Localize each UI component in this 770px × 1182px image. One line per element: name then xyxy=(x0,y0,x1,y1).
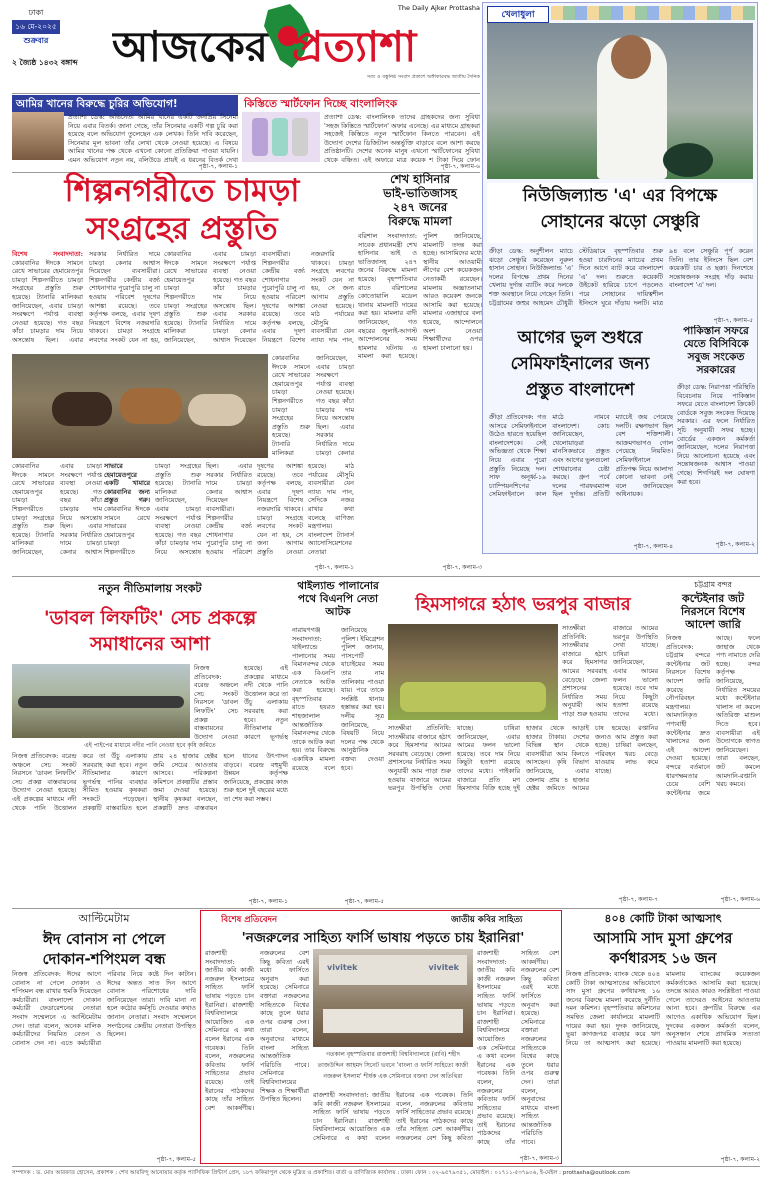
lead-body-side xyxy=(12,462,102,562)
city: ঢাকা xyxy=(28,8,44,17)
pipe-caption: এই পাইপের মাধ্যমে নদীর পানি নেওয়া হবে কৃষি জমিতে xyxy=(84,742,216,749)
lead-body-part5: কোরবানির ঈদকে সামনে রেখে সাভারের হেমায়েতপুর চামড়া শিল্পনগরীতে চামড়া সংগ্রহের প্রস্তুতি শুরু হয়েছে। ট্যানারি মালিকরা জানিয়েছেন, এবার চামড়া সংরক্ষণে পর্যাপ্ত ব্যবস্থা নেওয়া হয়েছে। গত বছর কাঁচা চামড়ার দাম নিয়ে অসন্তোষ ছিল। এবার সরকার নির্ধারিত দামে চামড়া কেনার xyxy=(272,354,354,457)
amir-photo xyxy=(12,112,64,160)
footer-imprint: সম্পাদক : ড. মোঃ আরফাত হোসেন, প্রকাশক : শেখ আরবিন্দু আনোয়ার কর্তৃক প্যাসিফিক প্রিন্টার্স প্রেস, ১৮৭ ফকিরাপুল থেকে মুদ্রিত ও প্রকাশিত। বার্তা ও বাণিজ্যিক কার্যালয় : ঢাকা। ফোন : ০২-৯৫৭৯৩৫১, মোবাইল : ০১৭১১-৫৩৭৯০৬, ই-মেইল : prottasha@outlook.com xyxy=(12,1170,630,1176)
thailand-headline-3: আটক xyxy=(325,606,351,618)
eid-body: নিজস্ব প্রতিবেদক: ঈদের আগে বোনাস না পেলে দোকান ও শপিংমল বন্ধ রাখার হুমকি দিয়েছেন কর্মচারীরা। বাংলাদেশ দোকান কর্মচারী ফেডারেশনের নেতারা সংবাদ সম্মেলনে এ আল্টিমেটাম দেন। তারা বলেন, অনেক মালিক কর্মচারীদের নিয়মিত বেতন ও বোনাস দেন না। এতে কর্মচারীরা পরিবার নিয়ে কষ্টে দিন কাটান। ঈদের অন্তত সাত দিন আগে বোনাস পরিশোধের দাবি জানিয়েছেন তারা। দাবি মানা না হলে কঠোর কর্মসূচি দেওয়ার কথাও জানান নেতারা। সংবাদ সম্মেলনে সংগঠনের কেন্দ্রীয় নেতারা উপস্থিত ছিলেন। xyxy=(12,970,196,1047)
lead-body-col-right xyxy=(272,354,354,458)
amir-cont: পৃষ্ঠা-৭, কলাম-১ xyxy=(198,163,238,170)
sohan-photo xyxy=(487,23,753,179)
amir-story xyxy=(12,95,238,171)
eid-headline-2: দোকান-শপিংমল বন্ধ xyxy=(42,950,166,968)
sports-headline-2: সোহানের ঝড়ো সেঞ্চুরি xyxy=(540,212,700,232)
phone-headline: কিস্তিতে স্মার্টফোন দিচ্ছে বাংলালিংক xyxy=(244,98,398,110)
mango-photo xyxy=(388,624,558,720)
double-lifting-headline-2: সমাধানের আশা xyxy=(90,633,210,655)
sports-section-tag: খেলাধুলা xyxy=(487,6,549,23)
lead-headline-line2: সংগ্রহের প্রস্তুতি xyxy=(86,211,278,247)
pak-body: ক্রীড়া ডেস্ক: নিরাপত্তা পরিস্থিতি বিবেচনায় নিয়ে পাকিস্তান সফরে যেতে বাংলাদেশ ক্রিকেট বোর্ডকে সবুজ সংকেত দিয়েছে সরকার। এর ফলে নির্ধারিত সূচি অনুযায়ী সফর হচ্ছে। বোর্ডের একজন কর্মকর্তা জানিয়েছেন, দলের নিরাপত্তা নিয়ে আলোচনা হয়েছে এবং সন্তোষজনক আশ্বাস পাওয়া গেছে। শিগগিরই দল ঘোষণা করা হবে। xyxy=(677,383,755,486)
lead-cont: পৃষ্ঠা-৭, কলাম-১ xyxy=(314,564,354,571)
lead-byline: বিশেষ সংবাদদাতা: xyxy=(12,250,83,258)
english-name: The Daily Ajker Prottasha xyxy=(397,4,480,12)
eid-bonus-story xyxy=(12,910,196,1164)
phone-photo xyxy=(242,112,320,162)
double-lifting-body-side: নিজস্ব প্রতিবেদক: বরেন্দ্র অঞ্চলে সেচ সংকট নিরসনে 'ডাবল লিফটিং' সেচ প্রকল্প বাস্তবায়নের উদ্যোগ নেওয়া হয়েছে। এই প্রকল্পের মাধ্যমে নদী থেকে পানি উত্তোলন করে তা উঁচু এলাকায় সরবরাহ করা হবে। নতুন নীতিমালার কারণে ভূগর্ভস্থ xyxy=(194,664,288,741)
banner-text-left: vivitek xyxy=(327,963,358,972)
mango-story xyxy=(388,580,662,906)
port-headline-2: নিরসনে বিশেষ xyxy=(680,605,746,618)
sports-banner-strip xyxy=(551,6,755,20)
lead-body-bottom xyxy=(104,462,354,562)
semi-headline-3: প্রস্তুত বাংলাদেশ xyxy=(525,380,635,400)
thailand-headline-1: থাইল্যান্ড পালানোর xyxy=(297,580,379,592)
port-body: নিজস্ব প্রতিবেদক: চট্টগ্রাম বন্দরে কন্টেইনার জট নিরসনে বিশেষ আদেশ জারি করেছে নৌপরিবহন মন্ত্রণালয়। আমদানিকৃত পণ্যবাহী কন্টেইনার দ্রুত খালাসের জন্য এই আদেশ দেওয়া হয়েছে। বন্দরে বর্তমানে ধারণক্ষমতার চেয়ে বেশি কন্টেইনার জমে আছে। ফলে জাহাজ থেকে পণ্য নামাতে দেরি হচ্ছে। বন্দর কর্তৃপক্ষ জানিয়েছে, নির্ধারিত সময়ের মধ্যে কন্টেইনার খালাস না করলে অতিরিক্ত মাশুল দিতে হবে। ব্যবসায়ীরা এই উদ্যোগকে স্বাগত জানিয়েছেন। তারা বলছেন, জট কমলে আমদানি-রপ্তানি খরচ কমবে। xyxy=(666,634,760,797)
sports-body: ক্রীড়া ডেস্ক: অনুশীলন ম্যাচে ঝড়ো সেঞ্চুরি করেছেন নুরুল হাসান সোহান। নিউজিল্যান্ড 'এ' দলের বিপক্ষে প্রথম দিনের খেলায় দুর্দান্ত ব্যাটিং করে দলকে শক্ত অবস্থানে নিয়ে গেছেন তিনি। চট্টগ্রামের জহুর আহমেদ চৌধুরী স্টেডিয়ামে বৃহস্পতিবার শুরু হওয়া চারদিনের ম্যাচের প্রথম দিনে আগে ব্যাট করে বাংলাদেশ 'এ' দল। শুরুতে কয়েকটি উইকেট হারিয়ে চাপে পড়লেও পরে সোহানের দায়িত্বশীল ইনিংসে ঘুরে দাঁড়ায় দলটি। মাত্র ৯৪ বলে সেঞ্চুরি পূর্ণ করেন তিনি। তার ইনিংসে ছিল বেশ কয়েকটি চার ও ছক্কা। দিনশেষে সন্তোষজনক সংগ্রহ দাঁড় করায় বাংলাদেশ 'এ' দল। xyxy=(489,247,753,307)
hasina-headline xyxy=(358,172,482,228)
seminar-caption: গতকাল বৃহস্পতিবার রাজশাহী বিশ্ববিদ্যালয়ে (রাবি) শহীদ তাজউদ্দিন আহমদ সিনেট ভবনে 'বাংলা ও ফার্সি সাহিত্যে কাজী নজরুল ইসলাম' শীর্ষক এক সেমিনারে বক্তব্য দেন অতিথিরা xyxy=(317,1051,469,1080)
seminar-banner xyxy=(319,955,467,985)
eid-headline-1: ঈদ বোনাস না পেলে xyxy=(42,930,166,948)
port-kicker: চট্টগ্রাম বন্দর xyxy=(694,580,732,589)
sad-musa-headline xyxy=(566,929,760,969)
hasina-headline-3: ২৪৭ জনের xyxy=(392,200,448,214)
mango-headline-text: হিমসাগরে হঠাৎ ভরপুর বাজার xyxy=(415,594,631,615)
nazrul-cont: পৃষ্ঠা-৭, কলাম-৩ xyxy=(519,1155,559,1162)
hasina-headline-1: শেখ হাসিনার xyxy=(390,172,450,186)
double-lifting-body: নিজস্ব প্রতিবেদক: বরেন্দ্র অঞ্চলে সেচ সংকট নিরসনে 'ডাবল লিফটিং' সেচ প্রকল্প বাস্তবায়নের উদ্যোগ নেওয়া হয়েছে। এই প্রকল্পের মাধ্যমে নদী থেকে পানি উত্তোলন করে তা উঁচু এলাকায় সরবরাহ করা হবে। নতুন নীতিমালার কারণে ভূগর্ভস্থ পানির ব্যবহার সীমিত হওয়ায় কৃষকরা সংকটে পড়েছেন। প্রকল্পটি বাস্তবায়িত হলে প্রায় ২৪ হাজার হেক্টর জমি সেচের আওতায় আসবে। পরিকল্পনা কমিশনে প্রকল্পটির প্রস্তাব জমা দেওয়া হয়েছে। স্থানীয় কৃষকরা বলছেন, প্রকল্পটি দ্রুত বাস্তবায়ন হলে ধানের উৎপাদন বাড়বে। বরেন্দ্র বহুমুখী উন্নয়ন কর্তৃপক্ষ জানিয়েছে, প্রকল্পের কাজ শুরু হলে দুই বছরের মধ্যে তা শেষ করা সম্ভব। xyxy=(12,752,288,812)
pipe-photo xyxy=(12,664,190,738)
port-story xyxy=(666,580,760,906)
sports-cont: পৃষ্ঠা-৭, কলাম-৫ xyxy=(713,317,753,324)
amir-headline: আমির খানের বিরুদ্ধে চুরির অভিযোগ! xyxy=(12,95,238,116)
lead-body-part3: কোরবানির ঈদকে সামনে রেখে সাভারের হেমায়েতপুর চামড়া শিল্পনগরীতে চামড়া সংগ্রহের প্রস্তুতি শুরু হয়েছে। ট্যানারি মালিকরা জানিয়েছেন, এবার চামড়া সংরক্ষণে পর্যাপ্ত ব্যবস্থা নেওয়া হয়েছে। গত বছর কাঁচা চামড়ার দাম নিয়ে অসন্তোষ ছিল। এবার সরকার নির্ধারিত দামে চামড়া কেনার আশ্বাস xyxy=(12,462,102,556)
thailand-headline-2: পথে বিএনপি নেতা xyxy=(297,593,379,605)
pak-headline: পাকিস্তান সফরে যেতে বিসিবিকে সবুজ সংকেত সরকারের xyxy=(683,325,749,376)
semi-cont: পৃষ্ঠা-৭, কলাম-৪ xyxy=(633,543,673,550)
phone-cont: পৃষ্ঠা-৭, কলাম-৬ xyxy=(440,163,480,170)
phone-body: প্রত্যাশা ডেস্ক: বাংলালিংক তাদের গ্রাহকদের জন্য সুবিধা 'সহজ কিস্তিতে স্মার্টফোন' অফার এনেছে। এর মাধ্যমে গ্রাহকরা সহজেই কিস্তিতে নতুন স্মার্টফোন কিনতে পারবেন। এই উদ্যোগ দেশের ডিজিটাল অন্তর্ভুক্তি বাড়াবে বলে আশা করছে প্রতিষ্ঠানটি। দেশের অনেক মানুষ এখনো স্মার্টফোনের সুবিধা থেকে বঞ্চিত। এই অফারে মাত্র কয়েক শ টাকা দিয়ে ফোন xyxy=(324,113,480,163)
amir-body: প্রত্যাশা ডেস্ক: অভিনেতা আমির খানের একটি জনপ্রিয় সিনেমা নিয়ে এবার বিতর্ক। জানা গেছে, তাঁর সিনেমার একটি গল্প চুরি করা হয়েছে বলে অভিযোগ তুলেছেন এক লেখক। তিনি দাবি করেছেন, সিনেমার মূল ভাবনা তাঁর লেখা থেকে নেওয়া হয়েছে। এ বিষয়ে আমির খানের পক্ষ থেকে এখনো কোনো প্রতিক্রিয়া পাওয়া যায়নি। এমন অভিযোগ নতুন নয়, বলিউডে প্রায়ই এ ধরনের বিতর্ক দেখা xyxy=(68,113,238,163)
double-lifting-cont: পৃষ্ঠা-৭, কলাম-১ xyxy=(248,898,288,905)
date-en: ১৬ মে-২০২৫ xyxy=(12,20,60,34)
lead-body-part2: কোরবানির ঈদকে সামনে রেখে সাভারের হেমায়েতপুর চামড়া শিল্পনগরীতে চামড়া সংগ্রহের প্রস্তুতি শুরু হয়েছে। ট্যানারি মালিকরা জানিয়েছেন, এবার চামড়া সংরক্ষণে পর্যাপ্ত ব্যবস্থা নেওয়া হয়েছে। গত বছর কাঁচা চামড়ার দাম নিয়ে অসন্তোষ ছিল। এবার সরকার নির্ধারিত দামে চামড়া কেনার আশ্বাস দিয়েছেন ব্যবসায়ীরা। শিল্পনগরীর কেন্দ্রীয় বর্জ্য শোধনাগার পুরোপুরি চালু না হওয়ায় পরিবেশ দূষণের আশঙ্কা রয়েছে। তবে কর্তৃপক্ষ বলছে, এবার দূষণ নিয়ন্ত্রণে বিশেষ নজরদারি থাকবে। চামড়া সংগ্রহে লবণের সংকট যেন না হয়, সে জন্য আগাম প্রস্তুতি নেওয়া হয়েছে। মাঠ পর্যায়ের মৌসুমি ব্যবসায়ীরা যেন ন্যায্য দাম পান, xyxy=(164,250,354,344)
port-headline-1: কন্টেইনার জট xyxy=(682,592,744,605)
semi-headline-2: সেমিফাইনালের জন্য xyxy=(510,354,650,374)
sports-headline-1: নিউজিল্যান্ড 'এ' এর বিপক্ষে xyxy=(522,186,718,206)
lead-headline-line1: শিল্পনগরীতে চামড়া xyxy=(64,173,300,209)
eid-kicker: আল্টিমেটাম xyxy=(78,912,130,925)
lead-caption: সাভারে হেমায়েতপুরে একটি খামারে কোরবানির জন্য প্রস্তুত গরু। xyxy=(104,462,150,505)
port-headline xyxy=(666,592,760,631)
pak-story xyxy=(677,325,755,551)
weekday: শুক্রবার xyxy=(23,36,49,45)
date-bn: ২ জ্যৈষ্ঠ ১৪৩২ বঙ্গাব্দ xyxy=(12,58,78,67)
semi-headline-1: আগের ভুল শুধরে xyxy=(517,328,643,348)
nazrul-body-mid: রাজশাহী সংবাদদাতা: জাতীয় কবি কাজী নজরুল ইসলামের সাহিত্য ফার্সি ভাষায় পড়তে চান ইরানিরা। রাজশাহী বিশ্ববিদ্যালয়ে আয়োজিত এক সেমিনারে এ কথা বলেন ইরানের এক গবেষক। তিনি বলেন, নজরুলের কবিতায় ফার্সি সাহিত্যের প্রভাব রয়েছে। তাই ইরানের পাঠকদের কাছে তাঁর সাহিত্য বেশ আকর্ষণীয়। নজরুলের বেশ কিছু কবিতা xyxy=(313,1091,473,1142)
thailand-story xyxy=(292,580,384,906)
nazrul-headline: 'নজরুলের সাহিত্য ফার্সি ভাষায় পড়তে চায় ইরানিরা' xyxy=(241,930,525,946)
paper-title-right: প্রত্যাশা xyxy=(292,22,417,70)
lead-photo-cows xyxy=(12,354,268,458)
seminar-photo xyxy=(313,949,473,1047)
lead-body-part1: কোরবানির ঈদকে সামনে রেখে সাভারের হেমায়েতপুর চামড়া শিল্পনগরীতে চামড়া সংগ্রহের প্রস্তুতি শুরু হয়েছে। ট্যানারি মালিকরা জানিয়েছেন, এবার চামড়া সংরক্ষণে পর্যাপ্ত ব্যবস্থা নেওয়া হয়েছে। গত বছর কাঁচা চামড়ার দাম নিয়ে অসন্তোষ ছিল। এবার সরকার নির্ধারিত দামে চামড়া কেনার আশ্বাস দিয়েছেন ব্যবসায়ীরা। শিল্পনগরীর কেন্দ্রীয় বর্জ্য শোধনাগার পুরোপুরি চালু না হওয়ায় পরিবেশ দূষণের আশঙ্কা রয়েছে। তবে কর্তৃপক্ষ বলছে, এবার দূষণ নিয়ন্ত্রণে বিশেষ নজরদারি থাকবে। চামড়া সংগ্রহে লবণের সংকট যেন না হয়, xyxy=(12,250,160,344)
sad-musa-kicker: ৪০৪ কোটি টাকা আত্মসাৎ xyxy=(604,912,722,925)
banner-text-right: vivitek xyxy=(428,963,459,972)
lead-headline xyxy=(12,172,352,250)
hasina-story xyxy=(358,172,482,572)
hasina-headline-4: বিরুদ্ধে মামলা xyxy=(388,214,452,228)
phone-story xyxy=(242,95,480,171)
lead-body-part4: কোরবানির ঈদকে সামনে রেখে সাভারের হেমায়েতপুর চামড়া শিল্পনগরীতে চামড়া সংগ্রহের প্রস্তুতি শুরু হয়েছে। ট্যানারি মালিকরা জানিয়েছেন, এবার চামড়া সংরক্ষণে পর্যাপ্ত ব্যবস্থা নেওয়া হয়েছে। গত বছর কাঁচা চামড়ার দাম নিয়ে অসন্তোষ ছিল। এবার সরকার নির্ধারিত দামে চামড়া কেনার আশ্বাস দিয়েছেন ব্যবসায়ীরা। শিল্পনগরীর কেন্দ্রীয় বর্জ্য শোধনাগার পুরোপুরি চালু না হওয়ায় পরিবেশ দূষণের আশঙ্কা রয়েছে। তবে কর্তৃপক্ষ বলছে, এবার দূষণ নিয়ন্ত্রণে বিশেষ নজরদারি থাকবে। চামড়া সংগ্রহে লবণের সংকট যেন না হয়, সে জন্য আগাম প্রস্তুতি নেওয়া হয়েছে। মাঠ পর্যায়ের মৌসুমি ব্যবসায়ীরা যেন ন্যায্য দাম পান, সেদিকে নজর রাখার কথা বলেছে বাণিজ্য মন্ত্রণালয়। বাংলাদেশ ট্যানার্স অ্যাসোসিয়েশনের নেতারা xyxy=(104,462,354,556)
double-lifting-headline-1: 'ডাবল লিফটিং' সেচ প্রকল্পে xyxy=(43,607,257,629)
semi-body: ক্রীড়া প্রতিবেদক: গত আসরে সেমিফাইনালে উঠেও হারতে হয়েছিল বাংলাদেশকে। সেই অভিজ্ঞতা থেকে শিক্ষা নিয়ে এবার পুরো প্রস্তুতি নিয়েছে দল। সাফ অনূর্ধ্ব-১৯ চ্যাম্পিয়নশিপের সেমিফাইনালে কাল মাঠে নামবে বাংলাদেশ। কোচ জানিয়েছেন, খেলোয়াড়রা মানসিকভাবে প্রস্তুত এবং আগের ভুলগুলো শোধরানোর চেষ্টা করছে। গ্রুপ পর্বে দলের পারফরম্যান্স ছিল দুর্দান্ত। প্রতিটি ম্যাচেই জয় পেয়েছে দলটি। রক্ষণভাগ ছিল বেশ শক্তিশালী। আক্রমণভাগও গোল পেয়েছে নিয়মিত। সেমিফাইনালে প্রতিপক্ষ নিয়ে আলাদা কোনো ভাবনা নেই বলে জানিয়েছেন অধিনায়ক। xyxy=(489,413,673,499)
mango-cont: পৃষ্ঠা-৭, কলাম-৭ xyxy=(618,896,658,903)
thailand-body: নারায়ণগঞ্জ সংবাদদাতা: থাইল্যান্ডে পালানোর সময় বিমানবন্দর থেকে এক বিএনপি নেতাকে আটক করা হয়েছে। বৃহস্পতিবার রাতে হযরত শাহজালাল আন্তর্জাতিক বিমানবন্দর থেকে তাকে আটক করা হয়। তার বিরুদ্ধে একাধিক মামলা রয়েছে বলে জানিয়েছে পুলিশ। ইমিগ্রেশন পুলিশ জানায়, পাসপোর্ট যাচাইয়ের সময় তার নাম তালিকায় পাওয়া যায়। পরে তাকে সংশ্লিষ্ট থানায় হস্তান্তর করা হয়। দলীয় সূত্র জানিয়েছে, বিষয়টি নিয়ে দলের পক্ষ থেকে আনুষ্ঠানিক বক্তব্য দেওয়া হবে। xyxy=(292,626,384,772)
nazrul-tag2: জাতীয় কবির সাহিত্য xyxy=(451,915,523,925)
nazrul-body-right: রাজশাহী সংবাদদাতা: জাতীয় কবি কাজী নজরুল ইসলামের সাহিত্য ফার্সি ভাষায় পড়তে চান ইরানিরা। রাজশাহী বিশ্ববিদ্যালয়ে আয়োজিত এক সেমিনারে এ কথা বলেন ইরানের এক গবেষক। তিনি বলেন, নজরুলের কবিতায় ফার্সি সাহিত্যের প্রভাব রয়েছে। তাই ইরানের পাঠকদের কাছে তাঁর সাহিত্য বেশ আকর্ষণীয়। নজরুলের বেশ কিছু কবিতা এরই মধ্যে ফার্সিতে অনুবাদ করা হয়েছে। সেমিনারে বক্তারা নজরুলের সাহিত্যকে বিশ্বের কাছে তুলে ধরার ওপর গুরুত্ব দেন। তারা বলেন, অনুবাদের মাধ্যমে বাংলা সাহিত্য আন্তর্জাতিক পরিচিতি পাবে। xyxy=(477,949,559,1147)
port-cont: পৃষ্ঠা-৭, কলাম-৬ xyxy=(720,896,760,903)
sad-musa-headline-2: কর্ণধারসহ ১৬ জন xyxy=(609,951,717,967)
nazrul-tag1: বিশেষ প্রতিবেদন xyxy=(221,915,278,925)
lead-body-top xyxy=(12,250,160,352)
sports-headline xyxy=(487,183,753,243)
tagline: সত্য ও বস্তুনিষ্ঠ সংবাদ প্রকাশে অঙ্গীকারবদ্ধ জাতীয় দৈনিক xyxy=(366,74,480,80)
paper-title-left: আজকের xyxy=(112,22,268,70)
double-lifting-story xyxy=(12,580,288,906)
hasina-headline-2: ভাই-ভাতিজাসহ xyxy=(383,186,457,200)
hasina-body: বরিশাল সংবাদদাতা: সাবেক প্রধানমন্ত্রী শেখ হাসিনার ভাই ও ভাতিজাসহ ২৪৭ জনের বিরুদ্ধে মামলা হয়েছে। বৃহস্পতিবার রাতে বরিশালের কোতোয়ালি মডেল থানায় মামলাটি দায়ের করা হয়। মামলার বাদী জানিয়েছেন, গত বছরের জুলাই-আগস্ট আন্দোলনের সময় হামলার ঘটনায় এ মামলা করা হয়েছে। পুলিশ জানিয়েছে, মামলাটি তদন্ত করা হচ্ছে। আসামিদের মধ্যে স্থানীয় আওয়ামী লীগের বেশ কয়েকজন নেতাকর্মী রয়েছেন। মামলায় অজ্ঞাতনামা আরও কয়েকশ জনকে আসামি করা হয়েছে। মামলার এজাহারে বলা হয়েছে, আন্দোলনে অংশ নেওয়া শিক্ষার্থীদের ওপর হামলা চালানো হয়। xyxy=(358,232,482,361)
sad-musa-story xyxy=(566,910,760,1164)
sports-panel xyxy=(482,2,758,554)
eid-headline xyxy=(12,929,196,969)
sad-musa-cont: পৃষ্ঠা-৭, কলাম-২ xyxy=(720,1156,760,1163)
hasina-cont: পৃষ্ঠা-৭, কলাম-৩ xyxy=(442,564,482,571)
mango-body-side: সাতক্ষীরা প্রতিনিধি: সাতক্ষীরার বাজারে হঠাৎ করে হিমসাগর আমের সরবরাহ বেড়েছে। জেলা প্রশাসনের নির্ধারিত সময় অনুযায়ী আম পাড়া শুরু হওয়ায় বাজারে আমের ভরপুর উপস্থিতি দেখা যাচ্ছে। চাষিরা জানিয়েছেন, এবার আমের ফলন ভালো হয়েছে। তবে দাম নিয়ে কিছুটা হতাশা রয়েছে তাদের মধ্যে। xyxy=(562,624,658,718)
nazrul-story xyxy=(200,910,562,1164)
mango-headline xyxy=(388,592,658,618)
nazrul-body-left: রাজশাহী সংবাদদাতা: জাতীয় কবি কাজী নজরুল ইসলামের সাহিত্য ফার্সি ভাষায় পড়তে চান ইরানিরা। রাজশাহী বিশ্ববিদ্যালয়ে আয়োজিত এক সেমিনারে এ কথা বলেন ইরানের এক গবেষক। তিনি বলেন, নজরুলের কবিতায় ফার্সি সাহিত্যের প্রভাব রয়েছে। তাই ইরানের পাঠকদের কাছে তাঁর সাহিত্য বেশ আকর্ষণীয়। নজরুলের বেশ কিছু কবিতা এরই মধ্যে ফার্সিতে অনুবাদ করা হয়েছে। সেমিনারে বক্তারা নজরুলের সাহিত্যকে বিশ্বের কাছে তুলে ধরার ওপর গুরুত্ব দেন। তারা বলেন, অনুবাদের মাধ্যমে বাংলা সাহিত্য আন্তর্জাতিক পরিচিতি পাবে। সেমিনারে বিশ্ববিদ্যালয়ের শিক্ষক ও শিক্ষার্থীরা উপস্থিত ছিলেন। xyxy=(205,949,309,1112)
thailand-headline xyxy=(292,580,384,619)
semi-headline xyxy=(487,325,673,409)
lead-body-right xyxy=(164,250,354,352)
pak-cont: পৃষ্ঠা-৭, কলাম-২ xyxy=(715,541,755,548)
thailand-cont: পৃষ্ঠা-৭, কলাম-৫ xyxy=(344,898,384,905)
port-headline-3: আদেশ জারি xyxy=(685,618,741,631)
sad-musa-body: নিজস্ব প্রতিবেদক: ব্যাংক থেকে ৪০৪ কোটি টাকা আত্মসাতের অভিযোগে সাদ মুসা গ্রুপের কর্ণধারসহ ১৬ জনের বিরুদ্ধে মামলা করেছে দুর্নীতি দমন কমিশন। বৃহস্পতিবার কমিশনের সমন্বিত জেলা কার্যালয়ে মামলাটি দায়ের করা হয়। দুদক জানিয়েছে, ভুয়া কাগজপত্র ব্যবহার করে ঋণ নিয়ে তা আত্মসাৎ করা হয়েছে। মামলায় ব্যাংকের কয়েকজন কর্মকর্তাকেও আসামি করা হয়েছে। তদন্তে আরও কারও সংশ্লিষ্টতা পাওয়া গেলে তাদেরও আইনের আওতায় আনা হবে। গ্রুপটির বিরুদ্ধে এর আগেও একাধিক অভিযোগ ছিল। দুদকের একজন কর্মকর্তা বলেন, অনুসন্ধান শেষে প্রাথমিক সত্যতা পাওয়ায় মামলাটি করা হয়েছে। xyxy=(566,970,760,1047)
sad-musa-headline-1: আসামি সাদ মুসা গ্রুপের xyxy=(593,931,733,947)
mango-body: সাতক্ষীরা প্রতিনিধি: সাতক্ষীরার বাজারে হঠাৎ করে হিমসাগর আমের সরবরাহ বেড়েছে। জেলা প্রশাসনের নির্ধারিত সময় অনুযায়ী আম পাড়া শুরু হওয়ায় বাজারে আমের ভরপুর উপস্থিতি দেখা যাচ্ছে। চাষিরা জানিয়েছেন, এবার আমের ফলন ভালো হয়েছে। তবে দাম নিয়ে কিছুটা হতাশা রয়েছে তাদের মধ্যে। পাইকারি বাজারে প্রতি মণ হিমসাগর বিক্রি হচ্ছে দুই হাজার থেকে আড়াই হাজার টাকায়। দেশের বিভিন্ন স্থান থেকে ব্যবসায়ীরা আম কিনতে আসছেন। কৃষি বিভাগ জানিয়েছে, এবার জেলায় প্রায় ৪ হাজার হেক্টর জমিতে আমের চাষ হয়েছে। রপ্তানির জন্যও আম প্রস্তুত করা হচ্ছে। চাষিরা বলছেন, পরিবহন খরচ বেড়ে যাওয়ায় লাভ কমে যাচ্ছে। xyxy=(388,724,658,793)
eid-cont: পৃষ্ঠা-৭, কলাম-৫ xyxy=(156,1156,196,1163)
double-lifting-kicker: নতুন নীতিমালায় সংকট xyxy=(98,582,202,595)
masthead xyxy=(0,0,480,94)
